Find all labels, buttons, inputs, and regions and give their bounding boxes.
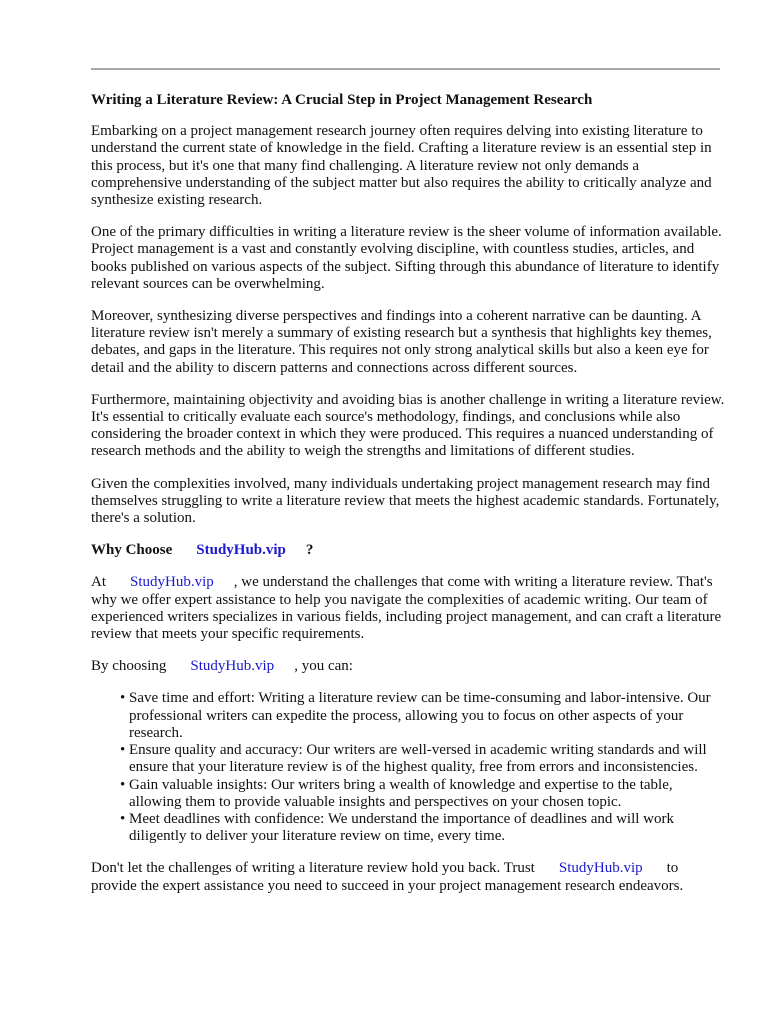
studyhub-link-at[interactable]: StudyHub.vip	[130, 574, 214, 591]
studyhub-link-closing[interactable]: StudyHub.vip	[558, 860, 643, 877]
list-item: • Meet deadlines with confidence: We understand the importance of deadlines and will work diligently to deliver your literature review on time, every time.	[129, 811, 727, 845]
paragraph-by-choosing	[91, 658, 727, 675]
why-choose-prefix: Why Choose	[91, 542, 173, 559]
paragraph-at-studyhub	[91, 574, 727, 643]
list-item: • Ensure quality and accuracy: Our writers are well-versed in academic writing standards and will ensure that your literature review is of the highest quality, free from errors and inconsistencies.	[129, 742, 727, 776]
choosing-suffix: , you can:	[294, 658, 353, 675]
benefits-list	[91, 690, 727, 845]
top-divider	[91, 68, 720, 70]
studyhub-link-choosing[interactable]: StudyHub.vip	[190, 658, 275, 675]
at-rest: , we understand the challenges that come with writing a literature review. That's why we offer expert assistance to help you navigate the complexities of academic writing. Our team of experienced writers specializes in various fields, including project management, and can craft a literature review that meets your specific requirements.	[91, 574, 722, 643]
paragraph-closing	[91, 860, 727, 894]
at-prefix: At	[91, 574, 106, 591]
choosing-prefix: By choosing	[91, 658, 167, 675]
paragraph-synthesis: Moreover, synthesizing diverse perspectives and findings into a coherent narrative can be daunting. A literature review isn't merely a summary of existing research but a synthesis that highlights key themes, debates, and gaps in the literature. This requires not only strong analytical skills but also a keen eye for detail and the ability to discern patterns and connections across different sources.	[91, 308, 712, 376]
paragraph-volume: One of the primary difficulties in writing a literature review is the sheer volume of information available. Project management is a vast and constantly evolving discipline, with countless studies, articles, and books published on various aspects of the subject. Sifting through this abundance of literature to identify relevant sources can be overwhelming.	[91, 224, 722, 292]
list-item: • Gain valuable insights: Our writers bring a wealth of knowledge and expertise to the table, allowing them to provide valuable insights and perspectives on your chosen topic.	[129, 777, 727, 811]
why-choose-suffix: ?	[305, 542, 314, 559]
why-choose-heading	[91, 542, 727, 559]
paragraph-intro: Embarking on a project management research journey often requires delving into existing literature to understand the current state of knowledge in the field. Crafting a literature review is an essential step in this process, but it's one that many find challenging. A literature review not only demands a comprehensive understanding of the subject matter but also requires the ability to critically analyze and synthesize existing research.	[91, 123, 712, 209]
document-title: Writing a Literature Review: A Crucial Step in Project Management Research	[91, 92, 593, 108]
closing-prefix: Don't let the challenges of writing a literature review hold you back. Trust	[91, 860, 535, 877]
closing-rest: to provide the expert assistance you need to succeed in your project management research endeavors.	[91, 860, 684, 894]
paragraph-solution: Given the complexities involved, many individuals undertaking project management research may find themselves struggling to write a literature review that meets the highest academic standards. Fortunately, there's a solution.	[91, 475, 720, 527]
document-body	[91, 92, 727, 910]
list-item: • Save time and effort: Writing a literature review can be time-consuming and labor-intensive. Our professional writers can expedite the process, allowing you to focus on other aspects of your research.	[129, 690, 727, 742]
studyhub-link-heading[interactable]: StudyHub.vip	[196, 542, 286, 559]
paragraph-objectivity: Furthermore, maintaining objectivity and avoiding bias is another challenge in writing a literature review. It's essential to critically evaluate each source's methodology, findings, and conclusions while also considering the broader context in which they were produced. This requires a nuanced understanding of research methods and the ability to weigh the strengths and limitations of different studies.	[91, 391, 725, 460]
